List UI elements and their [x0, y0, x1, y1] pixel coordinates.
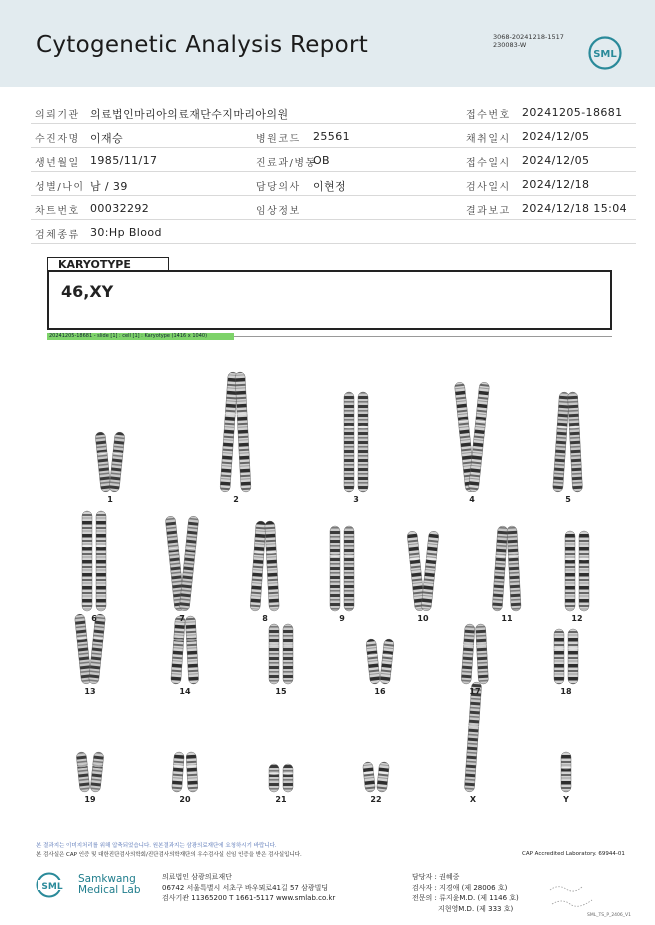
- chromosome-label-4: 4: [469, 495, 475, 504]
- chromosome-14-2: [185, 616, 199, 684]
- chromosome-label-X: X: [469, 795, 477, 804]
- label-patient-name: 수진자명: [35, 134, 80, 145]
- chromosome-label-6: 6: [91, 614, 97, 623]
- centromere: [344, 555, 355, 557]
- chromosome-label-11: 11: [501, 614, 513, 623]
- chromosome-9-1: [330, 526, 340, 611]
- chromosome-6-1: [82, 511, 92, 611]
- centromere: [269, 773, 280, 775]
- chromosome-16-1: [366, 639, 381, 685]
- chromosome-label-18: 18: [560, 687, 572, 696]
- centromere: [568, 647, 579, 649]
- chromosome-13-2: [88, 614, 105, 685]
- centromere: [283, 644, 294, 646]
- label-birth-date: 생년월일: [35, 158, 80, 169]
- centromere: [330, 555, 341, 557]
- chromosome-2-1: [220, 372, 238, 492]
- chromosome-12-2: [579, 531, 589, 611]
- report-id-1: 3068-20241218-1517: [493, 33, 564, 41]
- address-line-3: 검사기관 11365200 T 1661-5117 www.smlab.co.kr: [162, 894, 336, 902]
- centromere: [82, 545, 93, 547]
- chromosome-label-7: 7: [179, 614, 185, 623]
- chromosome-2-2: [235, 372, 251, 492]
- centromere: [283, 773, 294, 775]
- chromosome-X-1: [464, 682, 482, 792]
- chromosome-5-1: [553, 392, 570, 492]
- report-id-2: 230083-W: [493, 41, 527, 49]
- sml-logo-icon: [588, 36, 622, 70]
- centromere: [96, 545, 107, 547]
- chromosome-label-21: 21: [275, 795, 287, 804]
- chromosome-6-2: [96, 511, 106, 611]
- chromosome-label-15: 15: [275, 687, 287, 696]
- label-clinical-info: 임상정보: [256, 206, 301, 217]
- signature-icon: [548, 880, 598, 912]
- chromosome-17-1: [461, 624, 475, 685]
- chromosome-label-Y: Y: [563, 795, 569, 804]
- brand-line-1: Samkwang: [78, 873, 136, 885]
- chromosome-4-2: [468, 382, 489, 492]
- cap-accreditation: CAP Accredited Laboratory. 69944-01: [522, 851, 625, 857]
- chromosome-18-2: [568, 629, 578, 684]
- chromosome-19-2: [90, 752, 104, 793]
- staff-line-1: 담당자 : 권혜중: [412, 873, 460, 881]
- value-receipt-date: 2024/12/05: [522, 154, 590, 167]
- chromosome-11-1: [492, 526, 508, 611]
- label-report-date: 결과보고: [466, 206, 511, 217]
- report-header: [0, 0, 655, 87]
- address-line-1: 의료법인 삼광의료재단: [162, 873, 232, 881]
- chromosome-label-17: 17: [469, 687, 481, 696]
- chromosome-label-5: 5: [565, 495, 571, 504]
- centromere: [561, 767, 572, 769]
- label-receipt-no: 접수번호: [466, 110, 511, 121]
- chromosome-label-2: 2: [233, 495, 239, 504]
- chromosome-13-1: [74, 614, 91, 685]
- staff-line-4: 지현영M.D. (제 333 호): [438, 904, 514, 913]
- karyogram-caption: 20241205-18681 - slide [1] : cell [1] : Karyotype (1416 x 1040): [47, 333, 234, 340]
- chromosome-layer: [74, 372, 589, 793]
- chromosome-18-1: [554, 629, 564, 684]
- chromosome-label-22: 22: [370, 795, 382, 804]
- centromere: [565, 558, 576, 560]
- label-collection-date: 채취일시: [466, 134, 511, 145]
- footer-address: [162, 872, 335, 904]
- centromere: [554, 647, 565, 649]
- chromosome-8-2: [265, 521, 280, 611]
- samkwang-logo-text: SML: [41, 882, 63, 892]
- chromosome-21-2: [283, 764, 293, 792]
- chromosome-16-2: [380, 639, 395, 685]
- chromosome-9-2: [344, 526, 354, 611]
- value-receipt-no: 20241205-18681: [522, 106, 623, 119]
- samkwang-logo-icon: [36, 872, 72, 898]
- karyotype-result-box: [47, 270, 612, 330]
- chromosome-label-14: 14: [179, 687, 191, 696]
- centromere: [344, 426, 355, 428]
- chromosome-8-1: [250, 521, 266, 611]
- sml-logo-text: SML: [593, 49, 617, 60]
- chromosome-3-1: [344, 392, 354, 492]
- label-department: 진료과/병동: [256, 158, 317, 169]
- karyotype-result: 46,XY: [61, 282, 114, 301]
- chromosome-12-1: [565, 531, 575, 611]
- chromosome-21-1: [269, 764, 279, 792]
- info-row: [31, 220, 636, 244]
- chromosome-label-20: 20: [179, 795, 191, 804]
- karyogram-image: [0, 345, 655, 815]
- chromosome-5-2: [567, 392, 582, 492]
- info-row: [31, 196, 636, 220]
- chromosome-15-1: [269, 624, 279, 684]
- chromosome-22-2: [376, 762, 389, 793]
- note-accreditation: 본 검사실은 CAP 인증 및 대한진단검사의학회/진단검사의학재단의 우수검사실 신임 인증을 받은 검사실입니다.: [36, 852, 302, 858]
- form-code: SML_TS_P_2406_V1: [587, 913, 631, 918]
- label-hospital-code: 병원코드: [256, 134, 301, 145]
- chromosome-19-1: [76, 752, 90, 793]
- chromosome-1-2: [109, 432, 125, 493]
- value-department: OB: [313, 154, 331, 167]
- chromosome-20-1: [172, 752, 185, 793]
- value-patient-name: 이재승: [90, 132, 124, 145]
- chromosome-7-2: [179, 516, 199, 612]
- note-compression: 본 결과지는 이미지처리를 위해 압축되었습니다. 원본결과지는 삼광의료재단에 요청하시기 바랍니다.: [36, 843, 277, 849]
- value-collection-date: 2024/12/05: [522, 130, 590, 143]
- value-institution: 의료법인마리아의료재단수지마리아의원: [90, 108, 289, 121]
- chromosome-label-8: 8: [262, 614, 268, 623]
- value-physician: 이현정: [313, 180, 347, 193]
- chromosome-label-19: 19: [84, 795, 96, 804]
- staff-line-2: 검사자 : 지경애 (제 28006 호): [412, 883, 508, 892]
- info-row: [31, 100, 636, 124]
- chromosome-20-2: [186, 752, 198, 792]
- chromosome-1-1: [95, 432, 111, 493]
- chromosome-label-16: 16: [374, 687, 386, 696]
- chromosome-11-2: [507, 526, 521, 611]
- brand-line-2: Medical Lab: [78, 884, 141, 896]
- chromosome-label-12: 12: [571, 614, 583, 623]
- label-physician: 담당의사: [256, 182, 301, 193]
- info-row: [31, 172, 636, 196]
- label-institution: 의뢰기관: [35, 110, 80, 121]
- centromere: [269, 644, 280, 646]
- value-test-date: 2024/12/18: [522, 178, 590, 191]
- report-ids: [493, 33, 564, 49]
- report-title: Cytogenetic Analysis Report: [36, 32, 369, 58]
- chromosome-10-2: [421, 531, 439, 612]
- address-line-2: 06742 서울특별시 서초구 바우뫼로41길 57 삼광빌딩: [162, 883, 329, 892]
- chromosome-Y-1: [561, 752, 571, 792]
- chromosome-22-1: [362, 762, 375, 793]
- karyotype-label: KARYOTYPE: [47, 257, 169, 271]
- chromosome-label-9: 9: [339, 614, 345, 623]
- value-birth-date: 1985/11/17: [90, 154, 158, 167]
- centromere: [579, 558, 590, 560]
- chromosome-label-1: 1: [107, 495, 113, 504]
- chromosome-15-2: [283, 624, 293, 684]
- label-specimen: 검체종류: [35, 230, 80, 241]
- label-receipt-date: 접수일시: [466, 158, 511, 169]
- staff-line-3: 전문의 : 류지윤M.D. (제 1146 호): [412, 894, 519, 902]
- chromosome-14-1: [171, 616, 186, 685]
- footer-staff: [412, 872, 519, 914]
- chromosome-label-13: 13: [84, 687, 96, 696]
- chromosome-17-2: [475, 624, 488, 684]
- value-chart-no: 00032292: [90, 202, 150, 215]
- label-chart-no: 차트번호: [35, 206, 80, 217]
- centromere: [358, 426, 369, 428]
- value-hospital-code: 25561: [313, 130, 350, 143]
- chromosome-3-2: [358, 392, 368, 492]
- info-row: [31, 124, 636, 148]
- value-sex-age: 남 / 39: [90, 180, 128, 193]
- label-test-date: 검사일시: [466, 182, 511, 193]
- chromosome-label-3: 3: [353, 495, 359, 504]
- value-specimen: 30:Hp Blood: [90, 226, 162, 239]
- info-row: [31, 148, 636, 172]
- value-report-date: 2024/12/18 15:04: [522, 202, 627, 215]
- footer-brand: [78, 874, 141, 896]
- label-sex-age: 성별/나이: [35, 182, 85, 193]
- divider: [234, 336, 612, 337]
- chromosome-label-10: 10: [417, 614, 429, 623]
